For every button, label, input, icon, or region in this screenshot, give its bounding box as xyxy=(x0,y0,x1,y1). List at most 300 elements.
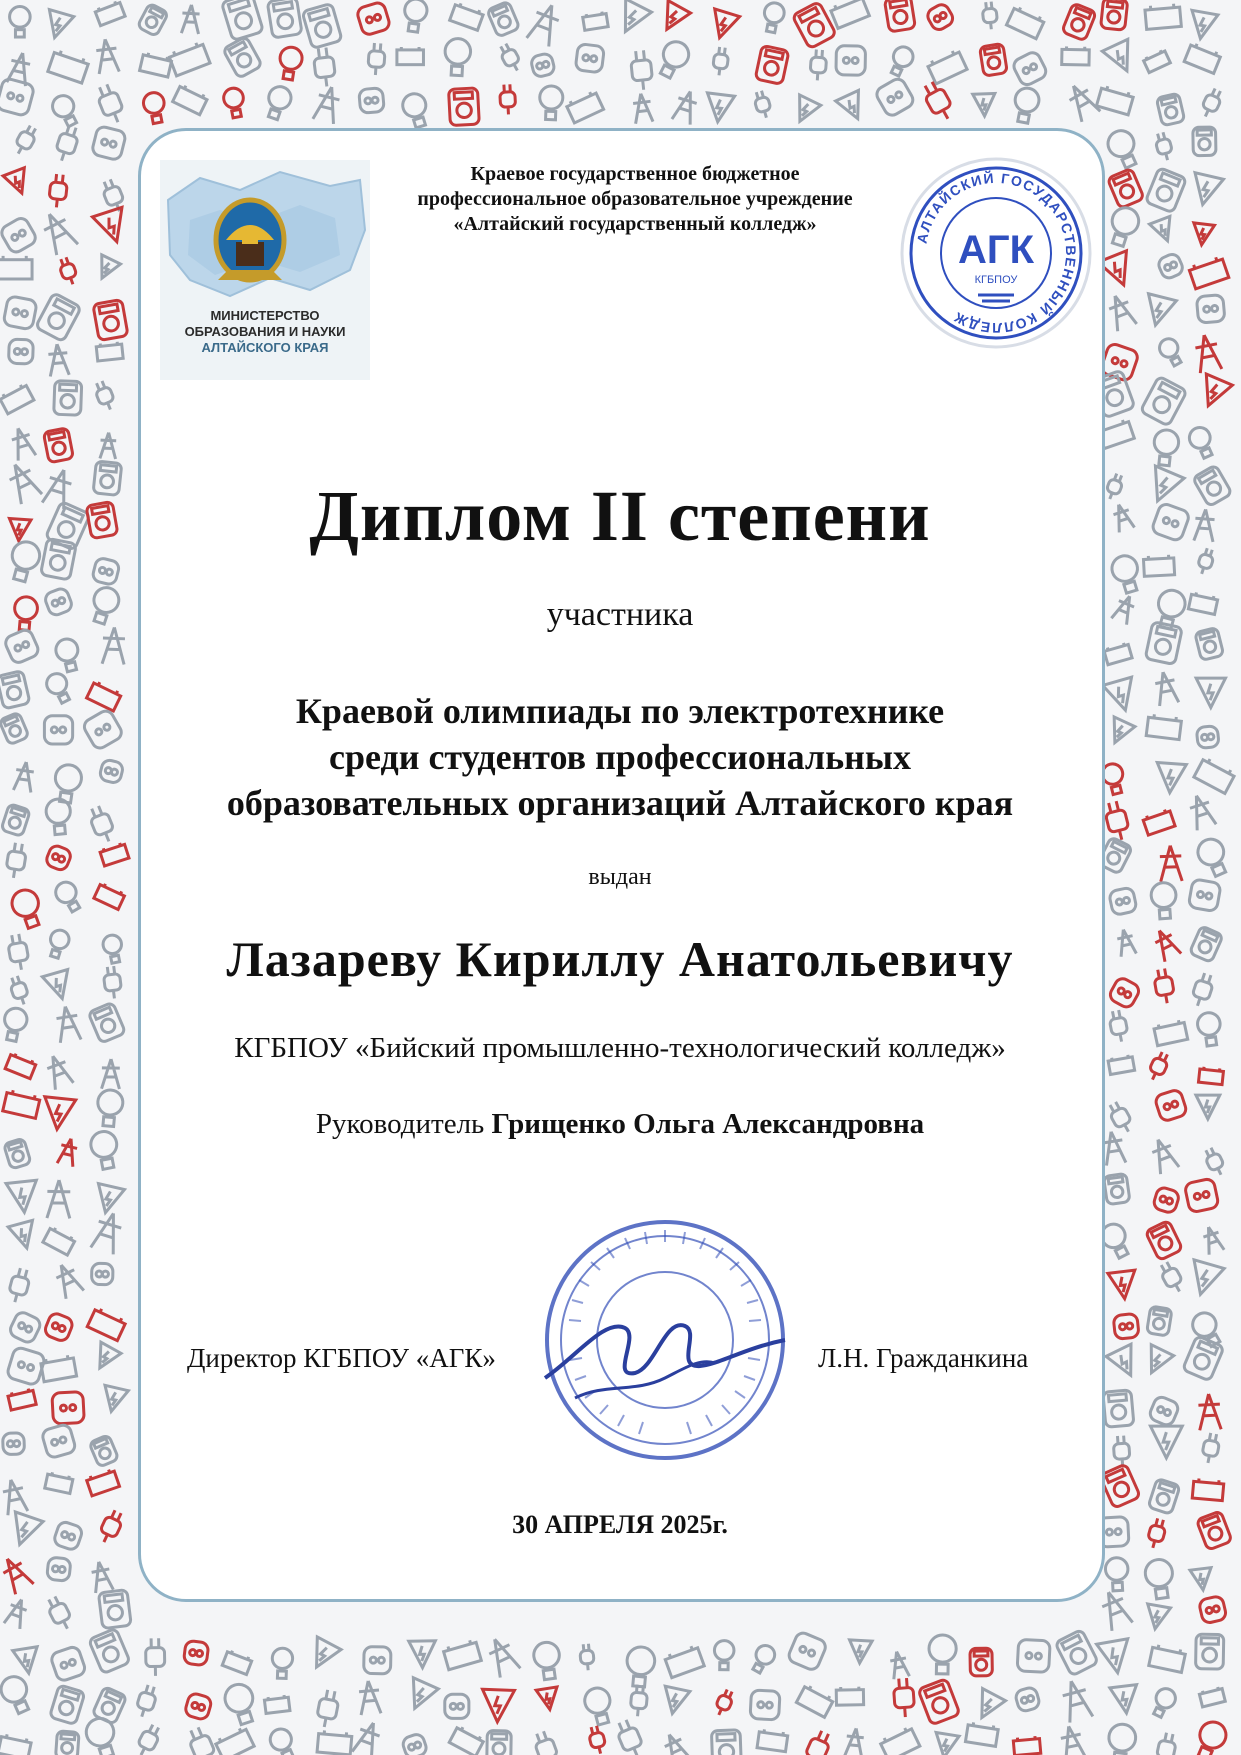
director-position: Директор КГБПОУ «АГК» xyxy=(187,1343,496,1373)
battery-icon xyxy=(582,11,608,30)
battery-icon xyxy=(40,1354,76,1381)
bulb-icon xyxy=(532,1641,562,1681)
meter-icon xyxy=(89,1435,119,1468)
meter-icon xyxy=(54,381,82,416)
socket-icon xyxy=(575,44,604,73)
bolt-icon xyxy=(1149,216,1177,244)
meter-icon xyxy=(1145,622,1182,665)
pylon-icon xyxy=(91,1210,125,1254)
plug-icon xyxy=(1201,1432,1221,1464)
plug-icon xyxy=(893,1678,915,1718)
battery-icon xyxy=(48,49,90,83)
plug-icon xyxy=(1155,1732,1178,1755)
meter-icon xyxy=(223,36,263,78)
meter-icon xyxy=(93,461,122,495)
meter-icon xyxy=(1196,1634,1224,1669)
event-name xyxy=(140,688,1100,826)
bulb-icon xyxy=(402,0,429,33)
socket-icon xyxy=(44,716,72,744)
socket-icon xyxy=(8,339,33,364)
seal-sub: КГБПОУ xyxy=(974,274,1018,286)
bolt-icon xyxy=(789,95,821,127)
bulb-icon xyxy=(1194,835,1233,879)
plug-icon xyxy=(532,1729,561,1755)
socket-icon xyxy=(925,2,956,33)
meter-icon xyxy=(970,1648,992,1676)
pylon-icon xyxy=(100,432,117,459)
socket-icon xyxy=(53,1520,84,1551)
pylon-icon xyxy=(95,38,119,74)
bulb-icon xyxy=(142,91,168,125)
supervisor-label: Руководитель xyxy=(315,1108,485,1140)
pylon-icon xyxy=(1151,926,1181,961)
meter-icon xyxy=(221,0,263,41)
meter-icon xyxy=(35,293,81,342)
socket-icon xyxy=(41,1423,77,1459)
battery-icon xyxy=(565,90,603,123)
socket-icon xyxy=(364,1647,391,1674)
official-stamp-icon xyxy=(515,1208,810,1473)
plug-icon xyxy=(982,1,999,30)
pylon-icon xyxy=(102,627,125,664)
meter-icon xyxy=(267,0,302,38)
bulb-icon xyxy=(8,886,46,931)
organization-header xyxy=(340,162,930,237)
battery-icon xyxy=(87,680,123,711)
bolt-icon xyxy=(1103,677,1140,714)
bulb-icon xyxy=(52,878,85,914)
plug-icon xyxy=(48,174,68,209)
bolt-icon xyxy=(707,9,740,42)
battery-icon xyxy=(5,1052,37,1079)
bulb-icon xyxy=(1109,553,1144,596)
meter-icon xyxy=(1196,1511,1232,1550)
bolt-icon xyxy=(6,1180,40,1214)
bulb-icon xyxy=(1011,86,1041,124)
bulb-icon xyxy=(277,46,304,81)
bulb-icon xyxy=(45,798,72,835)
pylon-icon xyxy=(1116,928,1137,957)
plug-icon xyxy=(1154,131,1175,162)
battery-icon xyxy=(1153,1019,1187,1045)
bolt-icon xyxy=(1106,1344,1143,1381)
meter-icon xyxy=(98,1590,131,1629)
battery-icon xyxy=(317,1730,352,1755)
ministry-line-1: МИНИСТЕРСТВО xyxy=(210,308,320,323)
meter-icon xyxy=(41,538,77,580)
battery-icon xyxy=(43,1226,76,1255)
socket-icon xyxy=(401,1732,428,1755)
bolt-icon xyxy=(90,1342,121,1373)
ministry-line-3: АЛТАЙСКОГО КРАЯ xyxy=(201,340,329,355)
plug-icon xyxy=(145,1638,164,1676)
socket-icon xyxy=(184,1692,213,1721)
pylon-icon xyxy=(47,1180,71,1219)
battery-icon xyxy=(1146,714,1182,740)
recipient-name: Лазареву Кириллу Анатольевичу xyxy=(226,931,1014,987)
meter-icon xyxy=(0,712,29,745)
bolt-icon xyxy=(704,93,735,124)
pylon-icon xyxy=(4,1597,30,1629)
battery-icon xyxy=(7,1388,36,1410)
pylon-icon xyxy=(672,89,700,125)
bulb-icon xyxy=(43,670,74,706)
plug-icon xyxy=(57,256,80,287)
bulb-icon xyxy=(87,584,122,626)
meter-icon xyxy=(43,428,73,463)
battery-icon xyxy=(1198,1066,1223,1084)
plug-icon xyxy=(1108,1009,1129,1043)
bolt-icon xyxy=(1143,466,1184,507)
socket-icon xyxy=(91,125,126,160)
plug-icon xyxy=(752,90,773,120)
pylon-icon xyxy=(358,1680,381,1715)
bolt-icon xyxy=(6,1512,43,1549)
bulb-icon xyxy=(1104,127,1143,172)
socket-icon xyxy=(47,1557,71,1581)
socket-icon xyxy=(445,1694,469,1718)
battery-icon xyxy=(1108,1054,1135,1074)
plug-icon xyxy=(1113,1435,1131,1467)
pylon-icon xyxy=(661,1731,690,1755)
ministry-logo xyxy=(160,160,370,380)
meter-icon xyxy=(1145,167,1186,212)
meter-icon xyxy=(4,1138,32,1169)
plug-icon xyxy=(103,966,123,1000)
event-line-2: среди студентов профессиональных xyxy=(329,737,911,777)
bolt-icon xyxy=(13,1647,41,1675)
meter-icon xyxy=(89,1628,131,1674)
pylon-icon xyxy=(632,93,653,124)
meter-icon xyxy=(792,1,836,48)
socket-icon xyxy=(787,1631,828,1672)
meter-icon xyxy=(0,671,30,709)
bolt-icon xyxy=(1185,1260,1224,1299)
plug-icon xyxy=(315,1689,340,1729)
pylon-icon xyxy=(1194,509,1215,542)
bolt-icon xyxy=(1188,173,1223,208)
header-line-2: профессиональное образовательное учреждение xyxy=(417,188,853,210)
participant-label: участника xyxy=(546,596,694,633)
socket-icon xyxy=(1154,1089,1188,1123)
battery-icon xyxy=(449,1725,485,1755)
battery-icon xyxy=(1199,1686,1226,1707)
bolt-icon xyxy=(1142,294,1177,329)
battery-icon xyxy=(99,842,129,866)
bolt-icon xyxy=(1196,678,1225,707)
battery-icon xyxy=(1188,255,1229,288)
bulb-icon xyxy=(1144,1558,1176,1600)
plug-icon xyxy=(367,43,385,76)
pylon-icon xyxy=(1098,1588,1133,1631)
meter-icon xyxy=(86,501,118,538)
plug-icon xyxy=(1103,800,1131,842)
bolt-icon xyxy=(305,1637,341,1673)
ministry-line-2: ОБРАЗОВАНИЯ И НАУКИ xyxy=(184,324,346,339)
plug-icon xyxy=(92,379,117,412)
battery-icon xyxy=(222,1649,252,1674)
pylon-icon xyxy=(352,1719,383,1755)
bolt-icon xyxy=(612,0,651,38)
plug-icon xyxy=(1146,1517,1168,1550)
bulb-icon xyxy=(714,1640,734,1669)
bolt-icon xyxy=(536,1687,560,1711)
battery-icon xyxy=(1103,642,1132,665)
battery-icon xyxy=(94,882,126,910)
meter-icon xyxy=(1193,127,1216,156)
battery-icon xyxy=(1145,3,1182,29)
bulb-icon xyxy=(49,92,82,130)
socket-icon xyxy=(1156,252,1184,280)
pylon-icon xyxy=(181,4,200,34)
bulb-icon xyxy=(1152,429,1180,467)
meter-icon xyxy=(1,804,30,837)
socket-icon xyxy=(1148,1395,1180,1427)
bulb-icon xyxy=(654,37,693,81)
meter-icon xyxy=(980,43,1008,76)
altai-map-emblem-icon xyxy=(160,160,370,310)
meter-icon xyxy=(1103,1390,1134,1427)
socket-icon xyxy=(1109,887,1138,916)
bulb-icon xyxy=(6,539,43,584)
bulb-icon xyxy=(89,1129,121,1170)
seal-ring-text: АЛТАЙСКИЙ ГОСУДАРСТВЕННЫЙ КОЛЛЕДЖ xyxy=(913,169,1080,337)
battery-icon xyxy=(1013,1736,1041,1755)
bolt-icon xyxy=(1191,223,1214,246)
pylon-icon xyxy=(1201,1225,1224,1255)
meter-icon xyxy=(1148,1478,1180,1514)
plug-icon xyxy=(630,1684,648,1717)
meter-icon xyxy=(918,1679,960,1725)
plug-icon xyxy=(313,47,337,88)
bulb-icon xyxy=(1149,1685,1179,1719)
bulb-icon xyxy=(101,934,124,965)
plug-icon xyxy=(801,1729,833,1755)
meter-icon xyxy=(137,3,168,37)
supervisor-name: Грищенко Ольга Александровна xyxy=(491,1108,925,1140)
bulb-icon xyxy=(1150,882,1177,919)
meter-icon xyxy=(1101,0,1128,30)
pylon-icon xyxy=(527,1,563,46)
pylon-icon xyxy=(1198,1393,1221,1430)
bulb-icon xyxy=(444,38,471,76)
plug-icon xyxy=(1106,1100,1136,1136)
battery-icon xyxy=(0,256,32,279)
plug-icon xyxy=(7,1267,32,1305)
battery-icon xyxy=(879,1725,920,1755)
socket-icon xyxy=(1198,1595,1227,1624)
pylon-icon xyxy=(1101,1130,1126,1165)
battery-icon xyxy=(168,41,210,76)
bulb-icon xyxy=(748,1642,778,1675)
socket-icon xyxy=(3,1433,25,1455)
battery-icon xyxy=(0,383,34,414)
plug-icon xyxy=(94,82,127,126)
socket-icon xyxy=(1188,879,1221,912)
plug-icon xyxy=(8,974,31,1006)
plug-icon xyxy=(5,842,28,879)
header-line-1: Краевое государственное бюджетное xyxy=(470,163,800,185)
battery-icon xyxy=(1006,5,1045,39)
battery-icon xyxy=(1194,756,1236,793)
bolt-icon xyxy=(1097,1639,1134,1676)
director-name: Л.Н. Гражданкина xyxy=(818,1343,1029,1373)
bolt-icon xyxy=(1155,763,1186,794)
plug-icon xyxy=(96,1508,125,1545)
socket-icon xyxy=(8,1310,43,1345)
bolt-icon xyxy=(8,518,31,541)
plug-icon xyxy=(44,1594,75,1633)
bolt-icon xyxy=(1102,39,1139,76)
bulb-icon xyxy=(13,596,39,631)
bulb-icon xyxy=(0,1673,35,1717)
pylon-icon xyxy=(1,1478,28,1515)
bolt-icon xyxy=(481,1689,514,1722)
bolt-icon xyxy=(1150,1426,1182,1458)
plug-icon xyxy=(497,41,524,74)
bolt-icon xyxy=(970,1689,1005,1724)
socket-icon xyxy=(0,216,38,255)
bolt-icon xyxy=(92,1184,124,1216)
pylon-icon xyxy=(1064,81,1100,122)
issue-date: 30 АПРЕЛЯ 2025г. xyxy=(512,1510,728,1539)
socket-icon xyxy=(3,296,37,330)
plug-icon xyxy=(1157,1260,1186,1296)
meter-icon xyxy=(449,88,480,126)
meter-icon xyxy=(93,299,128,340)
battery-icon xyxy=(86,1468,120,1496)
bolt-icon xyxy=(8,1220,39,1251)
bulb-icon xyxy=(1156,336,1185,369)
pylon-icon xyxy=(57,1137,79,1167)
battery-icon xyxy=(796,1684,834,1718)
meter-icon xyxy=(1107,168,1144,208)
bulb-icon xyxy=(582,1685,616,1727)
socket-icon xyxy=(50,1645,87,1682)
bulb-icon xyxy=(272,1648,293,1679)
pylon-icon xyxy=(9,426,36,461)
pylon-icon xyxy=(1193,333,1222,373)
meter-icon xyxy=(55,1731,79,1755)
bolt-icon xyxy=(1104,717,1134,747)
bolt-icon xyxy=(42,10,73,41)
bolt-icon xyxy=(656,1,691,36)
bulb-icon xyxy=(1106,1723,1137,1755)
socket-icon xyxy=(92,1263,113,1284)
meter-icon xyxy=(755,45,789,84)
meter-icon xyxy=(711,1730,741,1755)
bulb-icon xyxy=(46,928,72,960)
socket-icon xyxy=(1151,502,1191,542)
bulb-icon xyxy=(886,44,916,79)
bulb-icon xyxy=(625,1646,656,1688)
meter-icon xyxy=(1193,465,1233,507)
bulb-icon xyxy=(1186,424,1217,460)
bulb-icon xyxy=(267,1726,299,1755)
plug-icon xyxy=(134,1684,159,1719)
bolt-icon xyxy=(42,1097,76,1131)
battery-icon xyxy=(450,2,485,31)
socket-icon xyxy=(356,1,391,36)
pylon-icon xyxy=(0,1554,34,1595)
plug-icon xyxy=(1104,472,1126,501)
plug-icon xyxy=(614,1718,647,1755)
pylon-icon xyxy=(889,1650,910,1679)
pylon-icon xyxy=(44,1053,74,1090)
bolt-icon xyxy=(42,970,75,1003)
bolt-icon xyxy=(100,1385,129,1414)
battery-icon xyxy=(0,1733,32,1755)
socket-icon xyxy=(52,1392,84,1424)
bulb-icon xyxy=(54,637,83,674)
battery-icon xyxy=(664,1644,704,1677)
bolt-icon xyxy=(1187,10,1218,41)
socket-icon xyxy=(836,46,866,76)
pylon-icon xyxy=(1187,793,1216,831)
bolt-icon xyxy=(1144,1604,1171,1631)
plug-icon xyxy=(920,79,957,124)
plug-icon xyxy=(6,933,30,971)
pylon-icon xyxy=(845,1727,865,1755)
bulb-icon xyxy=(222,87,247,119)
recipient-college: КГБПОУ «Бийский промышленно-технологический колледж» xyxy=(234,1032,1006,1064)
socket-icon xyxy=(43,587,73,617)
meter-icon xyxy=(884,0,915,32)
pylon-icon xyxy=(485,1635,521,1678)
pylon-icon xyxy=(52,1261,84,1299)
socket-icon xyxy=(0,77,35,116)
bulb-icon xyxy=(1196,1011,1223,1047)
meter-icon xyxy=(1156,93,1185,126)
socket-icon xyxy=(99,759,124,784)
diploma-title: Диплом II степени xyxy=(309,476,931,556)
plug-icon xyxy=(1146,1050,1172,1083)
bulb-icon xyxy=(10,7,31,37)
meter-icon xyxy=(302,3,342,48)
socket-icon xyxy=(1184,1178,1219,1213)
plug-icon xyxy=(587,1725,607,1755)
bolt-icon xyxy=(1195,374,1232,411)
bolt-icon xyxy=(932,1733,959,1755)
meter-icon xyxy=(1062,3,1097,41)
bulb-icon xyxy=(221,1681,260,1727)
agk-seal-icon xyxy=(898,155,1094,351)
battery-icon xyxy=(830,0,870,28)
bulb-icon xyxy=(1191,1718,1230,1755)
bolt-icon xyxy=(1196,1095,1220,1119)
pylon-icon xyxy=(1159,845,1182,881)
bulb-icon xyxy=(929,1635,957,1674)
plug-icon xyxy=(1195,547,1216,576)
battery-icon xyxy=(87,1307,126,1341)
pylon-icon xyxy=(1060,1678,1093,1722)
pylon-icon xyxy=(5,460,42,505)
battery-icon xyxy=(173,83,209,114)
pylon-icon xyxy=(1149,1136,1179,1174)
battery-icon xyxy=(1096,85,1134,115)
plug-icon xyxy=(1190,972,1216,1009)
battery-icon xyxy=(1143,555,1174,577)
bolt-icon xyxy=(3,168,32,197)
battery-icon xyxy=(1184,42,1221,74)
pylon-icon xyxy=(1059,1724,1086,1755)
meter-icon xyxy=(1100,1464,1141,1509)
pylon-icon xyxy=(102,1059,120,1089)
socket-icon xyxy=(43,1312,74,1343)
pylon-icon xyxy=(313,84,342,123)
plug-icon xyxy=(1153,968,1176,1005)
socket-icon xyxy=(1014,1686,1041,1713)
